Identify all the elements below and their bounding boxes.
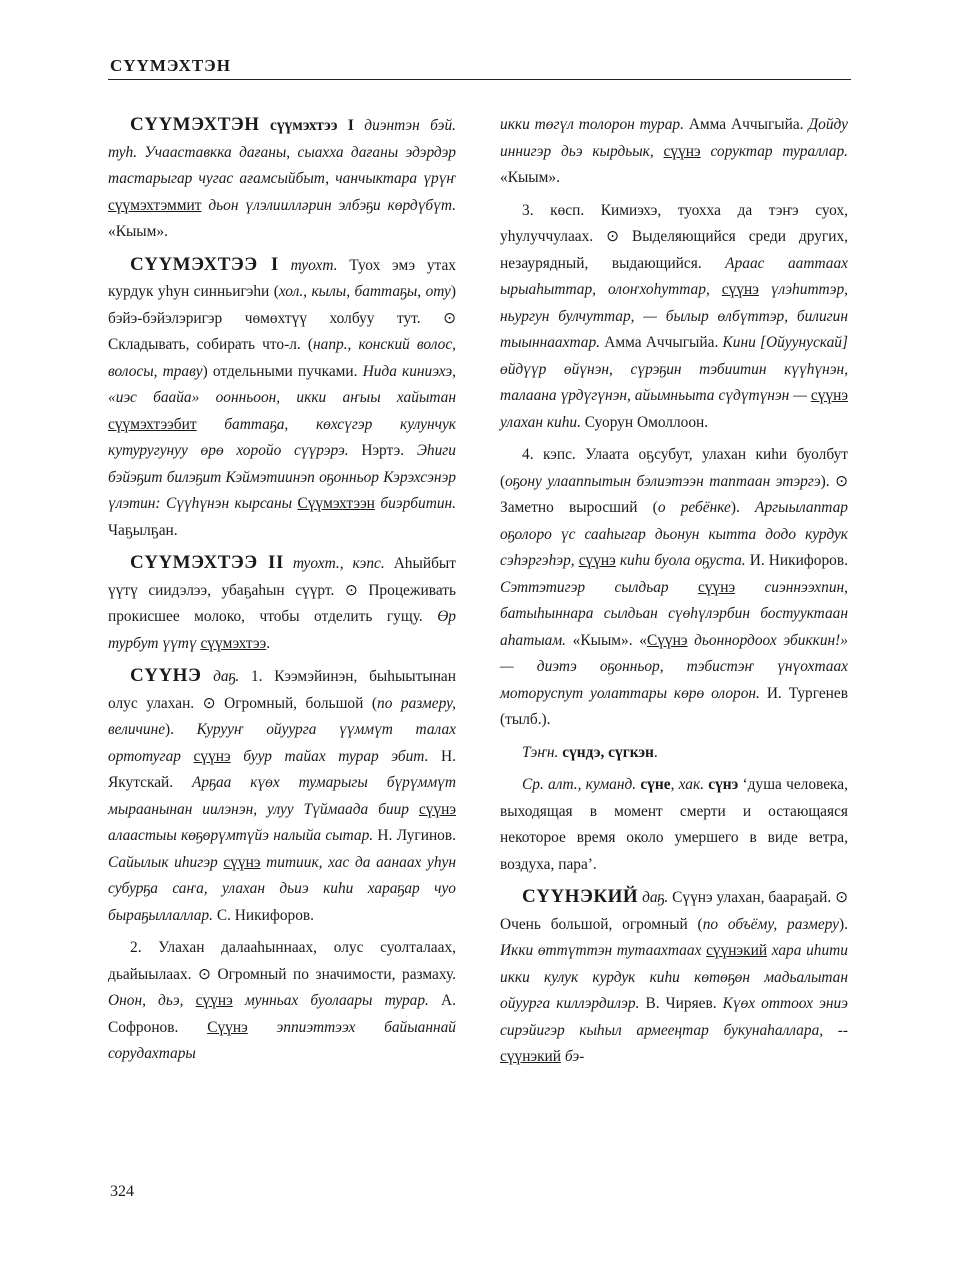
headword: СҮҮМЭХТЭЭ II xyxy=(130,552,284,573)
entry-suumekhtee-1: СҮҮМЭХТЭЭ I туохт. Туох эмэ утах курдук уһун синньигэһи (хол., кылы, баттаҕы, оту) бэйэ-бэйэлэригэр чөмөхтүү холбуу тут. ⊙ Складывать, собирать что-л. (напр., конский волос, волосы, траву) отдельными пучками. Нида киниэхэ, «иэс баайа» оонньоон, икки аҥыы хайытан сүүмэхтээбит баттаҕа, көхсүгэр кулунчук кутуругунуу өрө хоройо сүүрэрэ. Нэртэ. Эһиги бэйэҕит билэҕит Кэймэтиинэп оҕонньор Кэрэхсэнэр үлэтин: Сүүһүнэн кырсаны Сүүмэхтээн биэрбитин. Чаҕылҕан. xyxy=(108,253,456,539)
sense-3: 3. көсп. Кимиэхэ, туохха да тэҥэ суох, уһулуччулаах. ⊙ Выделяющийся среди других, незаурядный, выдающийся. Араас ааттаах ырыаһыттар, олоҥхоһуттар, сүүнэ үлэһиттэр, ньургун булчуттар, — былыр өлбүттэр, билигин тыыннаахтар. Амма Аччыгыйа. Кини [Ойуунускай] өйдүүр өйүнэн, сүрэҕин тэбиитин күүһүнэн, талаана үрдүгүнэн, айымньыта сүдүтүнэн — сүүнэ улахан киһи. Суорун Омоллоон. xyxy=(500,201,849,431)
example-keyword: сүүмэхтэммит xyxy=(108,196,202,214)
source: И. Никифоров. xyxy=(745,552,848,569)
example-keyword: сүүнэ xyxy=(721,281,759,298)
example-keyword: сүүнэ xyxy=(193,747,231,765)
example-keyword: сүүнэ xyxy=(418,800,456,818)
synonyms: Тэҥн. сүндэ, сүгкэн. xyxy=(522,743,658,761)
source: «Кыым». xyxy=(108,223,168,240)
source: А. Софронов. xyxy=(108,992,456,1036)
headword: СҮҮМЭХТЭЭ I xyxy=(130,253,279,275)
page-number: 324 xyxy=(110,1183,134,1200)
sense-2: 2. Улахан далааһыннаах, олус суолталаах, дьайыылаах. ⊙ Огромный по значимости, размаху. Онон, дьэ, сүүнэ мунньах буолаары турар. А. Софронов. Сүүнэ эппиэттээх байыаннай сорудахтары xyxy=(108,939,456,1062)
example-keyword: сүүнэкий xyxy=(500,1048,562,1065)
sense-2-continued: икки төгүл толорон турар. Амма Аччыгыйа. Дойду иннигэр дьэ кырдьык, сүүнэ соруктар тураллар. «Кыым». xyxy=(500,116,849,186)
example-keyword: сүүмэхтээбит xyxy=(108,415,197,433)
headword: СҮҮНЭ xyxy=(130,665,202,686)
source: Чаҕылҕан. xyxy=(108,521,178,539)
example-keyword: Сүүнэ xyxy=(646,631,688,649)
header-rule xyxy=(108,79,851,80)
example-keyword: сүүнэ xyxy=(578,552,616,569)
example-keyword: сүүнэкий xyxy=(706,942,768,959)
source: И. Тургенев (тылб.). xyxy=(500,684,848,728)
etymology: Ср. алт., куманд. сүне, хак. сүнэ ‘душа человека, выходящая в момент смерти и остающаяся некоторое время около умершего в виде ветра, воздуха, пара’. xyxy=(500,776,848,873)
source: Нэртэ. xyxy=(348,442,417,459)
source: Амма Аччыгыйа. xyxy=(600,334,723,351)
right-column xyxy=(500,112,848,1077)
example-keyword: Сүүмэхтээн xyxy=(297,495,375,512)
example-keyword: сүүнэ xyxy=(697,578,736,596)
source: С. Никифоров. xyxy=(212,906,315,924)
left-column xyxy=(108,112,456,1074)
entry-suune: СҮҮНЭ даҕ. 1. Кээмэйинэн, быһыытынан олус улахан. ⊙ Огромный, большой (по размеру, величине). Курууҥ ойуурга үүммүт талах ортотугар сүүнэ буур тайах турар эбит. Н. Якутскай. Арҕаа күөх тумарыгы бүрүммүт мыраанынан иилэнэн, улуу Түймаада биир сүүнэ алаастыы көҕөрүмтүйэ налыйа сытар. Н. Лугинов. Сайылык иһигэр сүүнэ титиик, хас да аанаах уһун субурҕа саҥа, улахан дьиэ киһи хараҕар чуо быраҕыллаллар. С. Никифоров. xyxy=(108,665,457,924)
source: В. Чиряев. xyxy=(639,995,723,1012)
example-keyword: Сүүнэ xyxy=(207,1018,248,1036)
example-keyword: сүүнэ xyxy=(223,853,261,871)
entry-suumekhten: СҮҮМЭХТЭН сүүмэхтээ I диэнтэн бэй. туһ. Учааставкка дағаны, сыахха дағаны эдэрдэр тастарыгар чугас ағамсыйбыт, чанчыктара үрүҥ сүүмэхтэммит дьон үлэлиилләрин элбэҕи көрдүбүт. «Кыым». xyxy=(108,114,456,240)
source: Суорун Омоллоон. xyxy=(580,413,709,431)
example-keyword: сүүнэ xyxy=(195,992,233,1009)
headword: СҮҮМЭХТЭН xyxy=(130,114,260,135)
running-head: СҮҮМЭХТЭН xyxy=(110,56,231,75)
example-keyword: сүүмэхтээ xyxy=(200,634,267,652)
example-keyword: сүүнэ xyxy=(810,387,848,404)
example-keyword: сүүнэ xyxy=(663,142,701,160)
headword: СҮҮНЭКИЙ xyxy=(522,886,639,907)
source: Н. Лугинов. xyxy=(373,827,456,844)
entry-suumekhtee-2: СҮҮМЭХТЭЭ II туохт., кэпс. Аһыйбыт үүтү сиидэлээ, убаҕаһын сүүрт. ⊙ Процеживать прокисшее молоко, чтобы отделить гущу. Өр турбут үүтү сүүмэхтээ. xyxy=(108,552,456,652)
subword: сүүмэхтээ I xyxy=(269,117,354,134)
source: Амма Аччыгыйа. xyxy=(683,116,809,133)
source: Н. Якутскай. xyxy=(108,747,457,791)
entry-suunekiy: СҮҮНЭКИЙ даҕ. Сүүнэ улахан, баараҕай. ⊙ Очень большой, огромный (по объёму, размеру). Икки өттүттэн тутаахтаах сүүнэкий хара иһити икки кулук курдук киһи көтөҕөн мадьалытан ойуурга киллэрдилэр. В. Чиряев. Күөх оттоох эниэ сирэйигэр кыһыл армееңтар букунаһаллара, -- сүүнэкий бэ- xyxy=(500,886,848,1065)
sense-4: 4. кэпс. Улаата оҕсубут, улахан киһи буолбут (оҕону улааппытын бэлиэтээн таптаан этэргэ). ⊙ Заметно выросший (о ребёнке). Аргыылаптар оҕолоро үс сааһыгар дьонун кытта додо курдук сэһэргэһэр, сүүнэ киһи буола оҕуста. И. Никифоров. Сэттэтигэр сылдьар сүүнэ сиэннээхпин, батыһыннара сылдьан сүөһүлэрбин бостууктаан аһатыам. «Кыым». «Сүүнэ дьоннордоох эбиккин!» — диэтэ оҕонньор, тэбистэҥ үнүохтаах моторуспут уолаттары көрө олорон. И. Тургенев (тылб.). xyxy=(500,446,848,728)
source: «Кыым». « xyxy=(566,631,647,649)
source: «Кыым». xyxy=(500,169,560,186)
